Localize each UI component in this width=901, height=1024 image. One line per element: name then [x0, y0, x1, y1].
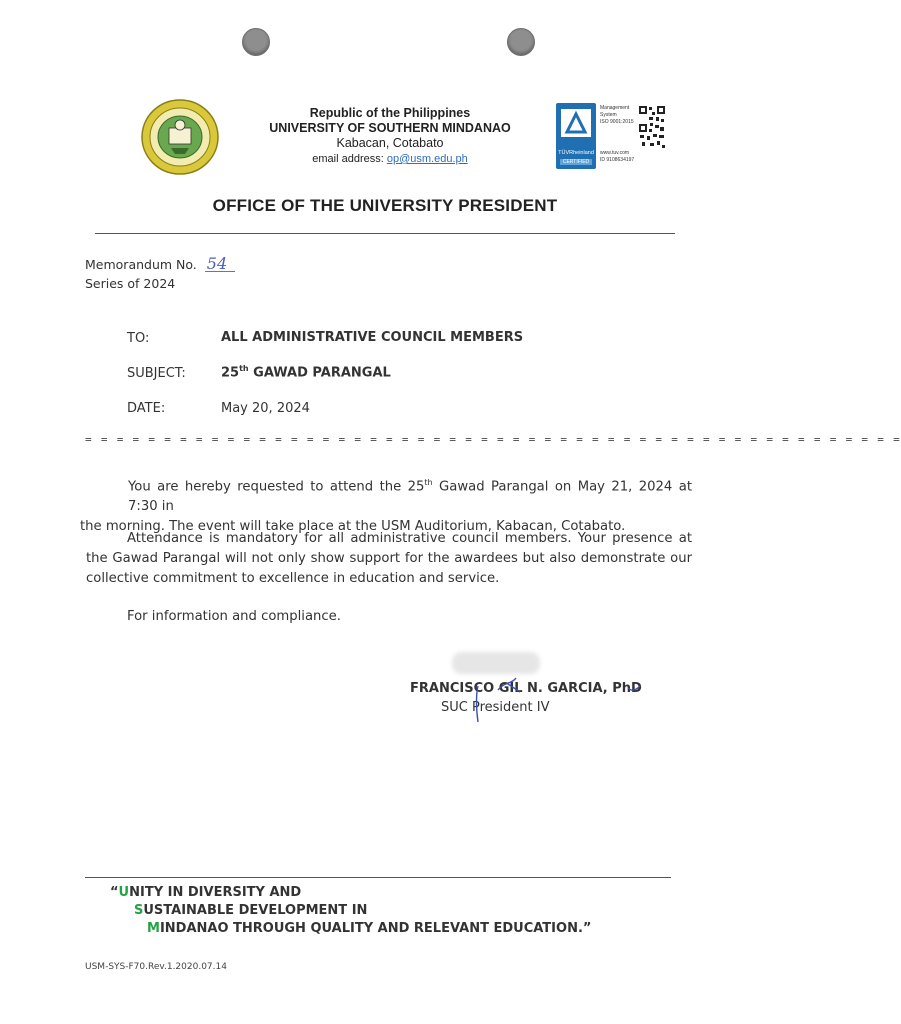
to-label: TO:: [127, 331, 150, 346]
subject-number: 25: [221, 365, 240, 381]
motto-line-1-text: NITY IN DIVERSITY AND: [129, 885, 302, 900]
paragraph-2: Attendance is mandatory for all administrative council members. Your presence at the Gawad Parangal will not only show support for the awardees but also demonstrate our collective commitment to excellence in education and service.: [86, 531, 692, 586]
motto-initial-s: S: [134, 903, 144, 918]
email-line: [230, 151, 550, 167]
subject-value: [221, 364, 391, 380]
handwritten-signature-icon: [468, 672, 648, 728]
subject-text: GAWAD PARANGAL: [248, 365, 391, 381]
punch-hole-left: [242, 28, 270, 56]
cert-id: ID 9108634197: [600, 157, 635, 163]
paragraph-1-line-1: [80, 473, 692, 517]
republic-line: Republic of the Philippines: [309, 106, 471, 120]
subject-ordinal: th: [239, 364, 249, 373]
motto-initial-m: M: [147, 921, 160, 936]
tuv-logo: [556, 103, 596, 169]
university-address: Kabacan, Cotabato: [336, 136, 444, 150]
date-value: May 20, 2024: [221, 401, 310, 416]
motto-line-2: [110, 902, 591, 920]
subject-label: SUBJECT:: [127, 366, 186, 381]
cert-details: [600, 105, 636, 164]
university-seal-icon: [139, 98, 221, 176]
motto-initial-u: U: [118, 885, 130, 900]
motto-open-quote: “: [110, 885, 119, 900]
p1-part-a: You are hereby requested to attend the 25: [128, 479, 425, 495]
office-title: OFFICE OF THE UNIVERSITY PRESIDENT: [212, 196, 558, 215]
footer-rule: [85, 877, 671, 878]
cert-mgmt: Management System: [600, 105, 630, 118]
paragraph-1: [80, 473, 692, 537]
cert-iso: ISO 9001:2015: [600, 119, 634, 125]
email-link[interactable]: op@usm.edu.ph: [386, 153, 468, 165]
signature-redaction: [452, 652, 540, 674]
motto-line-3-text: INDANAO THROUGH QUALITY AND RELEVANT EDUCATION.”: [159, 921, 592, 936]
p1-part-b: Gawad Parangal on May 21, 2024 at 7:30 in: [128, 479, 692, 515]
letterhead: [230, 106, 550, 167]
date-label: DATE:: [127, 401, 166, 416]
memo-number-line: [85, 254, 235, 273]
form-code: USM-SYS-F70.Rev.1.2020.07.14: [85, 962, 227, 972]
paragraph-1-line-2: the morning. The event will take place at the USM Auditorium, Kabacan, Cotabato.: [80, 519, 626, 535]
certified-text: CERTIFIED: [560, 159, 592, 165]
university-motto: [110, 884, 591, 938]
signatory-name: FRANCISCO GIL N. GARCIA, PhD: [410, 681, 642, 696]
motto-line-2-text: USTAINABLE DEVELOPMENT IN: [143, 903, 368, 918]
signatory-title: SUC President IV: [441, 700, 550, 715]
motto-line-1: [110, 884, 591, 902]
paragraph-3: For information and compliance.: [127, 609, 341, 624]
memo-series: Series of 2024: [85, 276, 176, 291]
email-label: email address:: [312, 153, 384, 165]
separator-line: = = = = = = = = = = = = = = = = = = = = = = = = = = = = = = = = = = = = = = = = = = = = = = = = = = = =: [85, 433, 901, 446]
p1-ordinal: th: [424, 478, 433, 487]
certification-badge: [556, 103, 668, 171]
tuv-text: TÜVRheinland: [558, 150, 594, 156]
university-name: UNIVERSITY OF SOUTHERN MINDANAO: [269, 121, 511, 135]
to-value: ALL ADMINISTRATIVE COUNCIL MEMBERS: [221, 330, 524, 345]
cert-www: www.tuv.com: [600, 150, 630, 156]
qr-code-icon: [638, 105, 666, 151]
memo-number-handwritten: 54: [205, 257, 235, 272]
title-underline: [95, 233, 675, 234]
motto-line-3: [110, 920, 591, 938]
punch-hole-right: [507, 28, 535, 56]
memo-number-label: Memorandum No.: [85, 257, 197, 272]
tuv-triangle-icon: [556, 103, 596, 143]
